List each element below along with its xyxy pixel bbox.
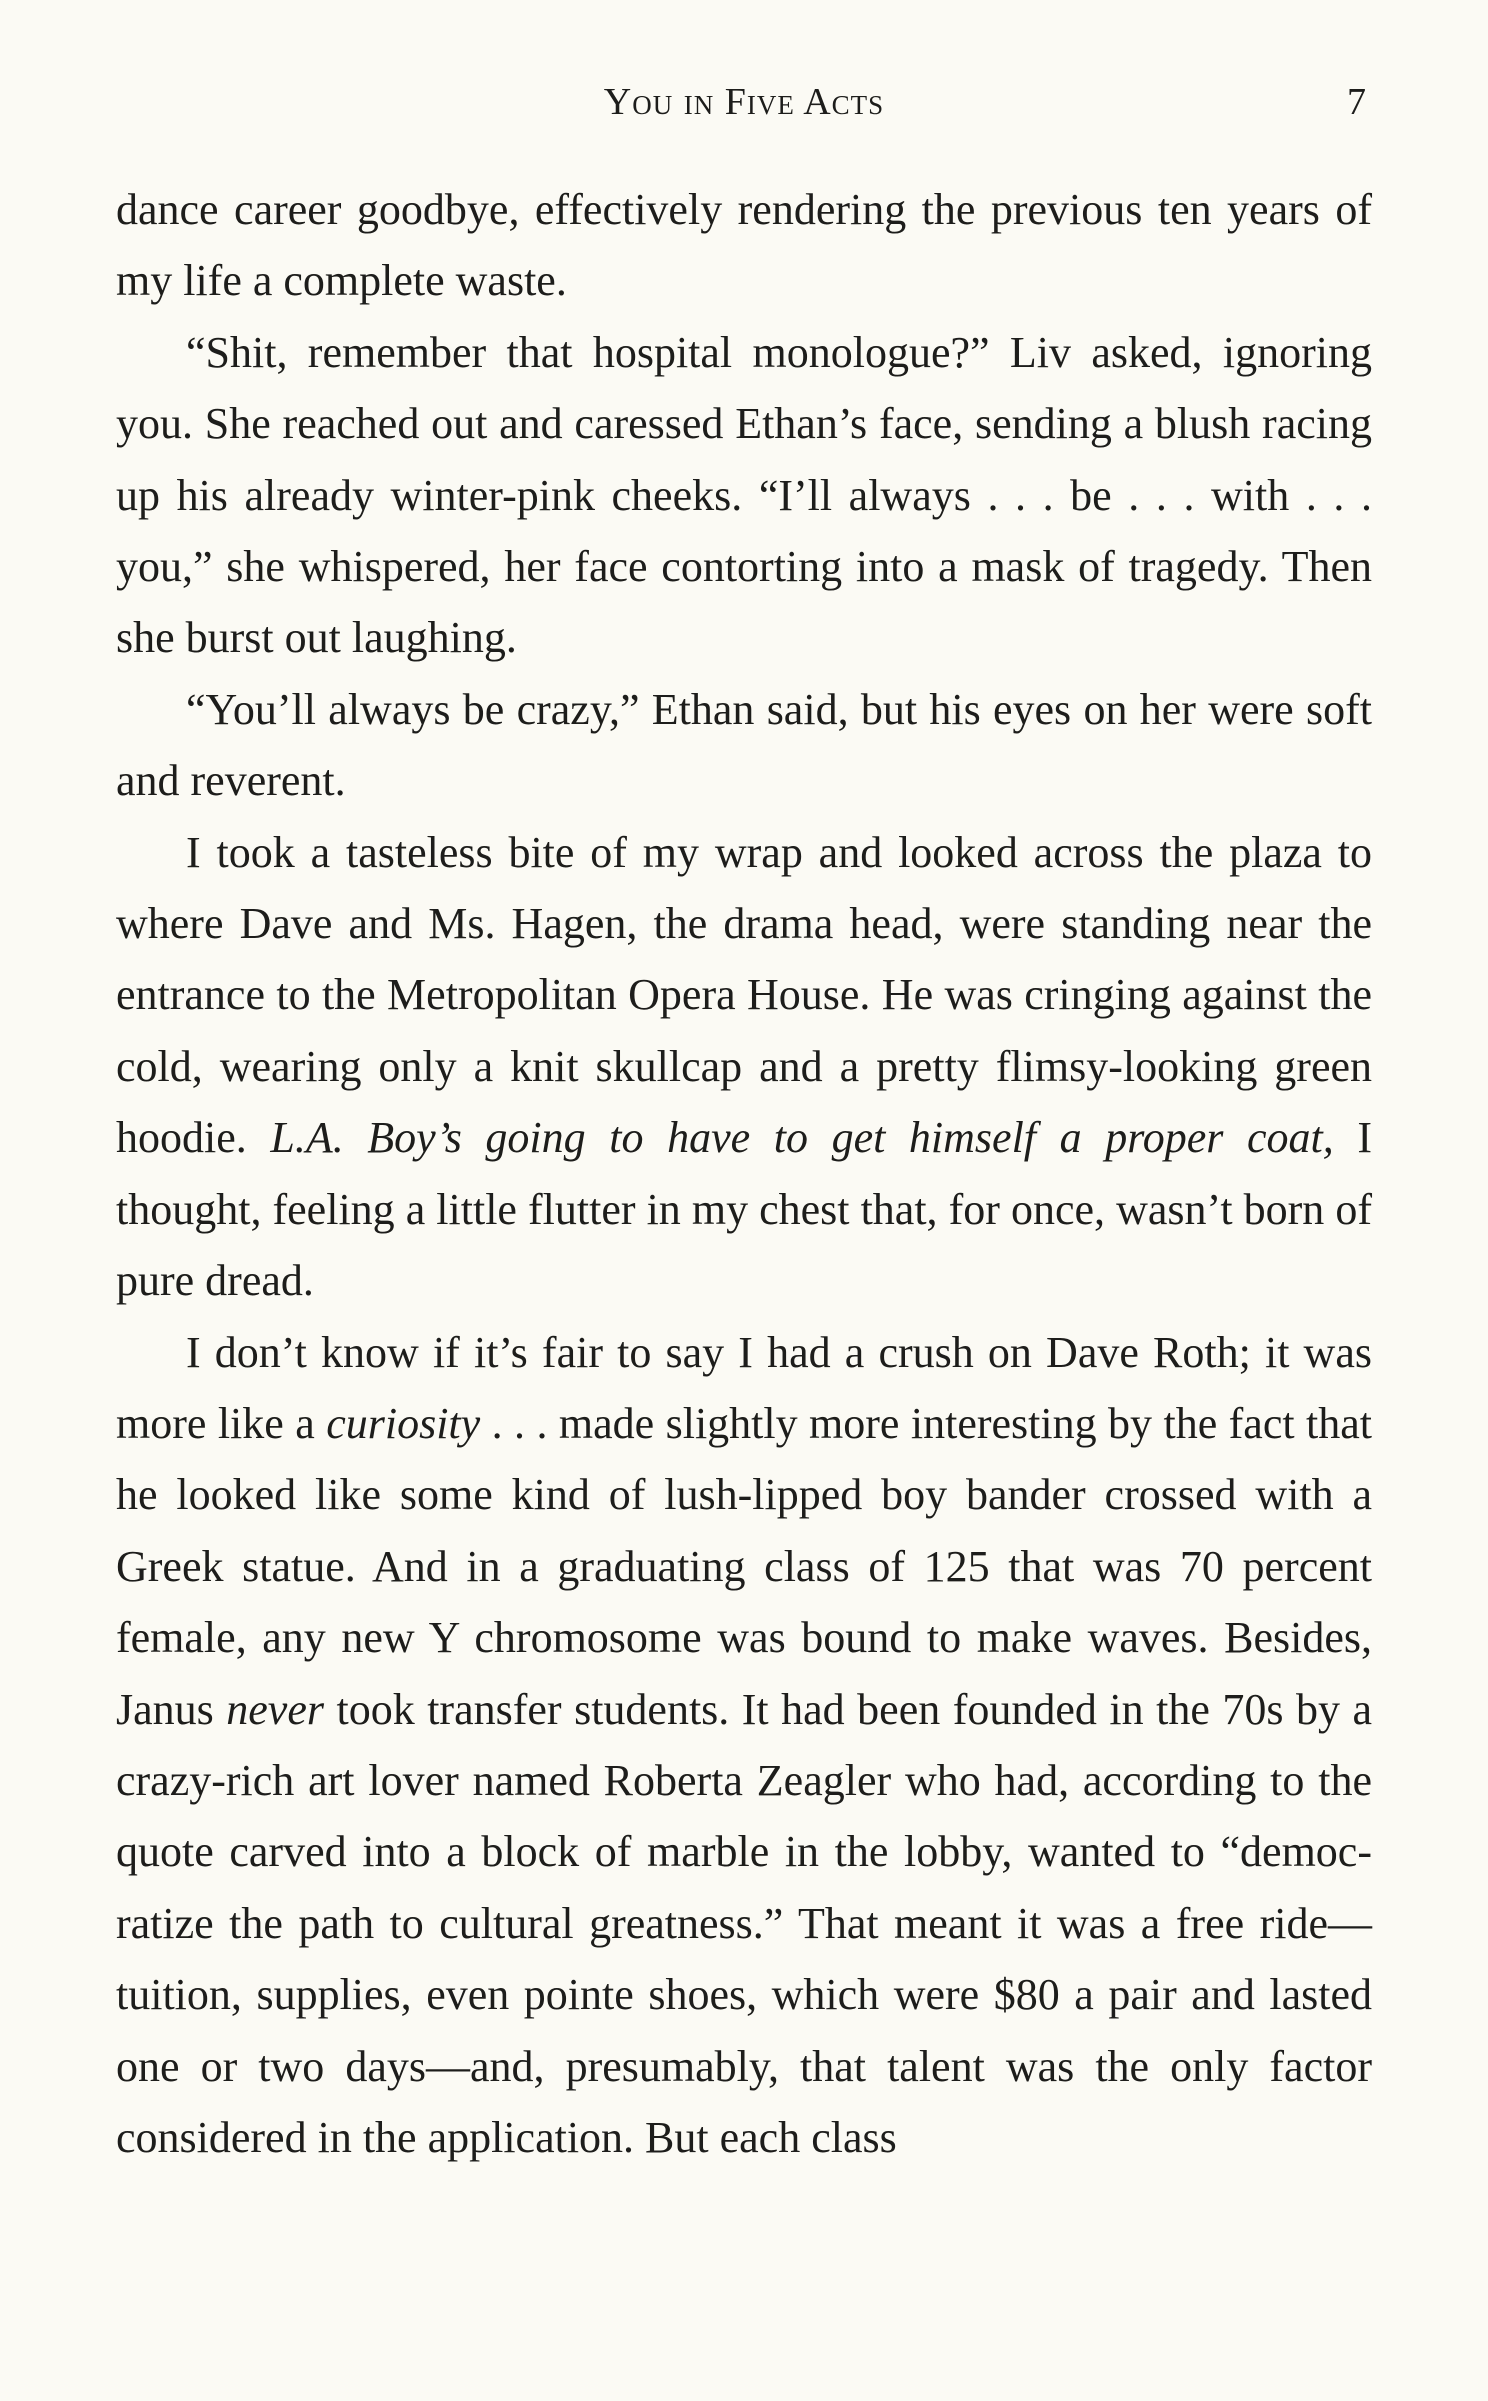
paragraph	[116, 1317, 1372, 2174]
body-text	[116, 174, 1372, 2173]
text-segment: “Shit, remember that hospital monologue?” Liv asked, ignoring you. She reached out and caressed Ethan’s face, sending a blush racing up his already winter-pink cheeks. “I’ll always . . . be . . . with . . . you,” she whispered, her face contorting into a mask of tragedy. Then she burst out laughing.	[116, 327, 1372, 663]
text-segment: I took a tasteless bite of my wrap and looked across the plaza to where Dave and Ms. Hagen, the drama head, were standing near the entrance to the Metropolitan Opera House. He was cringing against the cold, wearing only a knit skullcap and a pretty flimsy-looking green hoodie.	[116, 827, 1372, 1163]
text-segment: I thought, feeling a little flutter in my chest that, for once, wasn’t born of pure dread.	[116, 1113, 1372, 1306]
italic-text-segment: curiosity	[326, 1398, 481, 1448]
text-segment: took transfer students. It had been founded in the 70s by a crazy-rich art lover named Roberta Zeagler who had, according to the quote carved into a block of marble in the lobby, wanted to “democratize the path to cultural greatness.” That meant it was a free ride—tuition, supplies, even pointe shoes, which were $80 a pair and lasted one or two days—and, presumably, that talent was the only factor considered in the application. But each class	[116, 1684, 1373, 2162]
paragraph	[116, 817, 1372, 1317]
italic-text-segment: never	[226, 1684, 324, 1734]
text-segment: I don’t know if it’s fair to say I had a crush on Dave Roth; it was more like a	[116, 1327, 1372, 1448]
italic-text-segment: L.A. Boy’s going to have to get himself a proper coat,	[270, 1113, 1334, 1163]
text-segment: “You’ll always be crazy,” Ethan said, but his eyes on her were soft and reverent.	[116, 684, 1372, 806]
paragraph	[116, 674, 1372, 817]
running-head	[118, 72, 1370, 132]
running-title: You in Five Acts	[603, 81, 885, 123]
paragraph	[116, 174, 1372, 317]
page-number: 7	[1347, 81, 1366, 123]
text-segment: dance career goodbye, effectively rendering the previous ten years of my life a complete waste.	[116, 185, 1372, 306]
text-segment: . . . made slightly more interesting by the fact that he looked like some kind of lush-lipped boy bander crossed with a Greek statue. And in a graduating class of 125 that was 70 percent female, any new Y chromosome was bound to make waves. Besides, Janus	[116, 1398, 1372, 1734]
paragraph	[116, 317, 1372, 674]
